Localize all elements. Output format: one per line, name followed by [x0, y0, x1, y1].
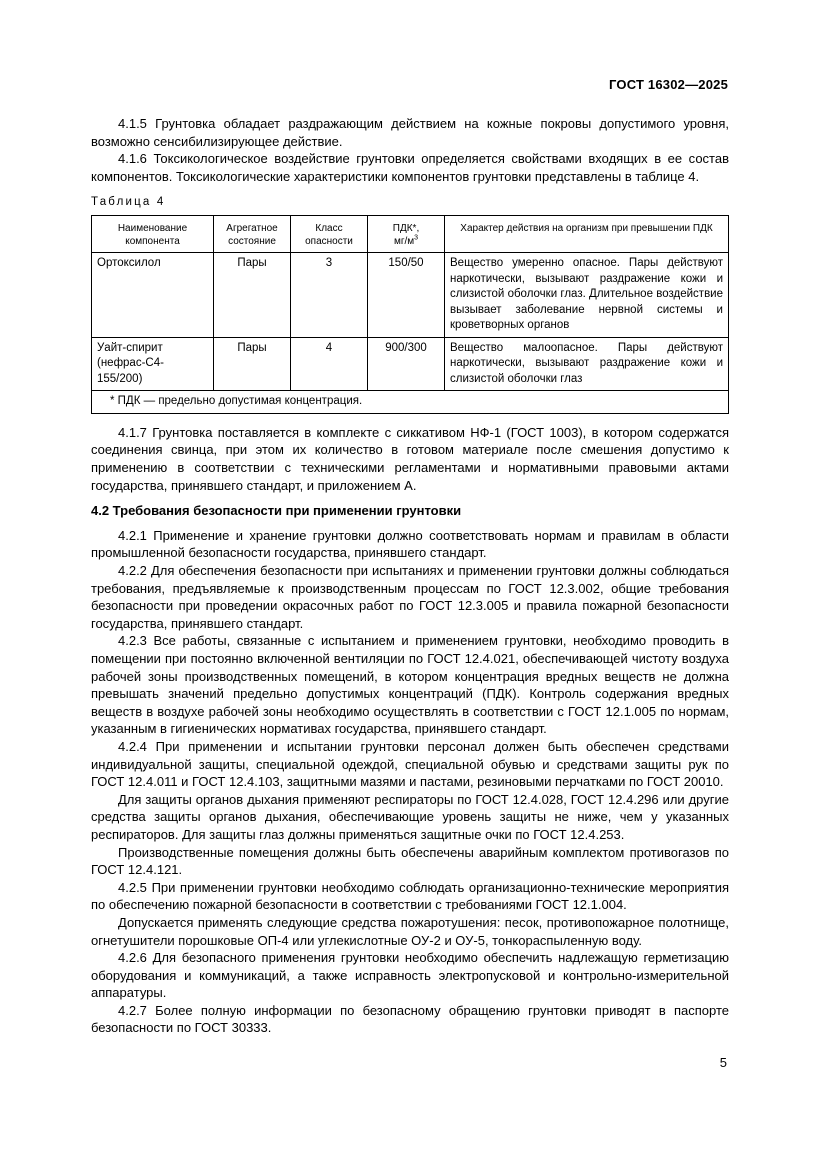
header-pdk-unit: мг/м: [393, 236, 415, 248]
paragraph-4-2-5: 4.2.5 При применении грунтовки необходимо соблюдать организационно-технические мероприятия по обеспечению пожарной безопасности в соответствии с требованиями ГОСТ 12.1.004.: [91, 879, 729, 913]
table-caption: Таблица 4: [91, 196, 166, 209]
paragraph-4-1-5: 4.1.5 Грунтовка обладает раздражающим действием на кожные покровы допустимого уровня, возможно сенсибилизирующее действие.: [91, 116, 729, 149]
paragraph-4-2-6: 4.2.6 Для безопасного применения грунтовки необходимо обеспечить надлежащую герметизацию оборудования и коммуникаций, а также исправность электропусковой и контрольно-измерительной аппаратуры.: [91, 950, 729, 1001]
table-note-row: [92, 391, 729, 414]
section-title-4-2: 4.2 Требования безопасности при применении грунтовки: [91, 503, 462, 519]
page-number: 5: [719, 1055, 727, 1070]
header-effect: Характер действия на организм при превышении ПДК: [445, 216, 729, 253]
cell-state: Пары: [214, 253, 291, 338]
header-name: Наименование компонента: [92, 216, 214, 253]
cell-pdk: 150/50: [368, 253, 445, 338]
document-code: ГОСТ 16302—2025: [609, 77, 728, 92]
cell-effect: Вещество умеренно опасное. Пары действуют наркотически, вызывают раздражение кожи и слизистой оболочки глаз. Длительное воздействие вызывает заболевание нервной системы и кроветворных органов: [445, 253, 729, 338]
header-pdk-label: ПДК*,: [392, 223, 420, 235]
table-row: [92, 253, 729, 338]
cell-name: Ортоксилол: [92, 253, 214, 338]
table-header-row: [92, 216, 729, 253]
toxicology-table: [91, 215, 729, 414]
table-footnote: * ПДК — предельно допустимая концентрация.: [92, 391, 729, 414]
header-state: Агрегатное состояние: [214, 216, 291, 253]
table-row: [92, 337, 729, 391]
paragraph-4-2-2: 4.2.2 Для обеспечения безопасности при испытаниях и применении грунтовки должны соблюдаться требования, предъявляемые к производственным процессам по ГОСТ 12.3.002, общие требования безопасности при проведении окрасочных работ по ГОСТ 12.3.005 и правила пожарной безопасности государства, принявшего стандарт.: [91, 563, 729, 631]
header-class: Класс опасности: [291, 216, 368, 253]
cell-class: 4: [291, 337, 368, 391]
paragraph-fire-means: Допускается применять следующие средства пожаротушения: песок, противопожарное полотнище, огнетушители порошковые ОП-4 или углекислотные ОУ-2 и ОУ-5, тонкораспыленную воду.: [91, 914, 729, 948]
cell-state: Пары: [214, 337, 291, 391]
paragraph-4-1-6: 4.1.6 Токсикологическое воздействие грунтовки определяется свойствами входящих в ее состав компонентов. Токсикологические характеристики компонентов грунтовки представлены в таблице 4.: [91, 151, 729, 184]
paragraph-4-2-3: 4.2.3 Все работы, связанные с испытанием и применением грунтовки, необходимо проводить в помещении при постоянно включенной вентиляции по ГОСТ 12.4.021, обеспечивающей чистоту воздуха рабочей зоны производственных помещений, в котором концентрация вредных веществ не должна превышать значений предельно допустимых концентраций (ПДК). Контроль содержания вредных веществ в воздухе рабочей зоны необходимо осуществлять в соответствии с ГОСТ 12.1.005 по нормам, указанным в гигиенических нормативах государства, принявшего стандарт.: [91, 633, 729, 737]
paragraph-4-2-7: 4.2.7 Более полную информации по безопасному обращению грунтовки приводят в паспорте безопасности по ГОСТ 30333.: [91, 1002, 729, 1036]
paragraph-4-2-4: 4.2.4 При применении и испытании грунтовки персонал должен быть обеспечен средствами индивидуальной защиты, специальной одеждой, специальной обувью и средствами защиты рук по ГОСТ 12.4.011 и ГОСТ 12.4.103, защитными мазями и пастами, резиновыми перчатками по ГОСТ 20010.: [91, 738, 729, 790]
cell-pdk: 900/300: [368, 337, 445, 391]
document-body: [91, 115, 729, 1037]
header-pdk: [368, 216, 445, 253]
cell-name: Уайт-спирит (нефрас-С4-155/200): [92, 337, 214, 391]
paragraph-gas-masks: Производственные помещения должны быть обеспечены аварийным комплектом противогазов по ГОСТ 12.4.121.: [91, 844, 729, 878]
header-pdk-unit-sup: 3: [414, 235, 419, 243]
cell-effect: Вещество малоопасное. Пары действуют наркотически, вызывают раздражение кожи и слизистой оболочки глаз: [445, 337, 729, 391]
paragraph-4-1-7: 4.1.7 Грунтовка поставляется в комплекте с сиккативом НФ-1 (ГОСТ 1003), в котором содержатся соединения свинца, при этом их количество в готовом материале после смешения допустимо к применению в соответствии с техническими регламентами и нормативными правовыми актами государства, принявшего стандарт, и приложением А.: [91, 424, 729, 493]
cell-class: 3: [291, 253, 368, 338]
paragraph-respiratory: Для защиты органов дыхания применяют респираторы по ГОСТ 12.4.028, ГОСТ 12.4.296 или другие средства защиты органов дыхания, обеспечивающие уровень защиты не ниже, чем у указанных респираторов. Для защиты глаз должны применяться защитные очки по ГОСТ 12.4.253.: [91, 791, 729, 842]
paragraph-4-2-1: 4.2.1 Применение и хранение грунтовки должно соответствовать нормам и правилам в области промышленной безопасности государства, принявшего стандарт.: [91, 527, 729, 561]
